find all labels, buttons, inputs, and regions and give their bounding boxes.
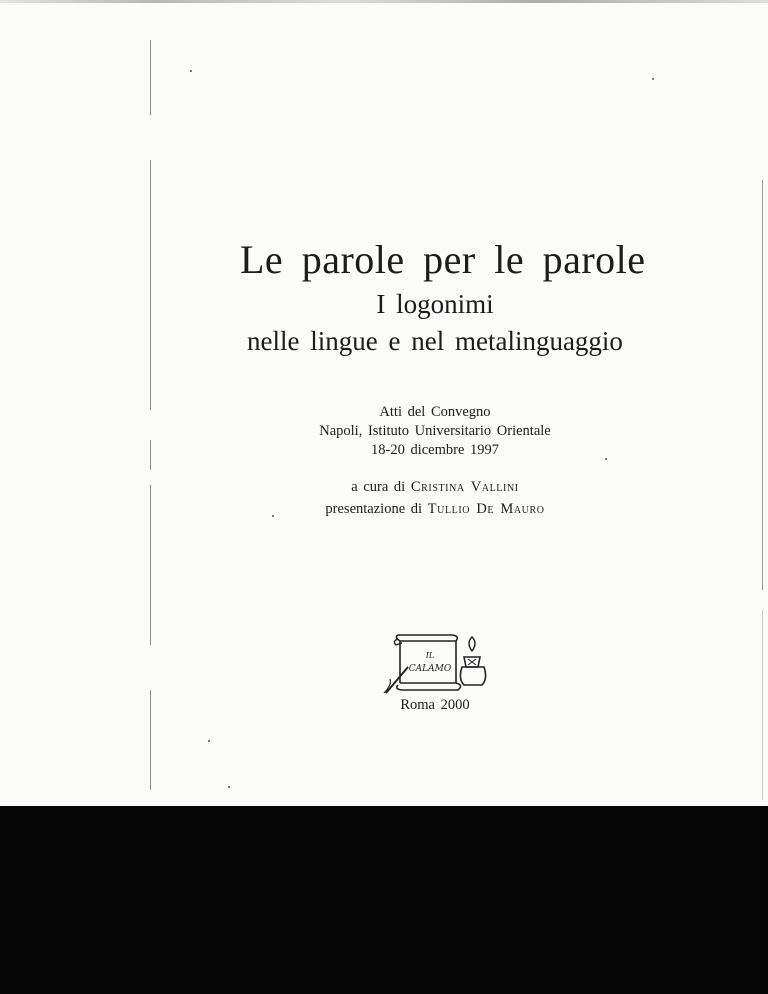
presenter-credit	[240, 501, 630, 518]
conference-venue: Napoli, Istituto Universitario Orientale	[319, 423, 551, 439]
conference-label: Atti del Convegno	[379, 404, 491, 420]
conference-dates: 18-20 dicembre 1997	[370, 442, 500, 458]
presenter-name: Tullio De Mauro	[427, 501, 545, 517]
scan-dark-band	[0, 806, 768, 994]
scan-margin-line	[150, 40, 151, 115]
publisher-logo	[380, 633, 490, 695]
scan-margin-line	[762, 610, 763, 800]
editor-name: Cristina Vallini	[410, 479, 519, 495]
logo-text-line1: IL	[425, 651, 435, 660]
scan-margin-line	[150, 485, 151, 645]
scan-speck	[228, 786, 230, 788]
logo-text-line2: CALAMO	[408, 664, 452, 674]
scan-speck	[652, 78, 654, 80]
scan-margin-line	[150, 160, 151, 410]
scan-speck	[190, 70, 192, 72]
scan-margin-line	[150, 690, 151, 790]
presenter-prefix: presentazione di	[325, 501, 423, 517]
scan-margin-line	[762, 180, 763, 590]
editor-credit	[240, 479, 630, 496]
scan-top-edge	[0, 0, 768, 3]
book-subtitle-line1: I logonimi	[376, 289, 494, 319]
book-title: Le parole per le parole	[240, 237, 646, 282]
scan-speck	[208, 740, 210, 742]
editor-prefix: a cura di	[351, 479, 406, 495]
publication-imprint: Roma 2000	[400, 697, 470, 713]
scan-margin-line	[150, 440, 151, 470]
book-subtitle-line2: nelle lingue e nel metalinguaggio	[247, 326, 623, 356]
